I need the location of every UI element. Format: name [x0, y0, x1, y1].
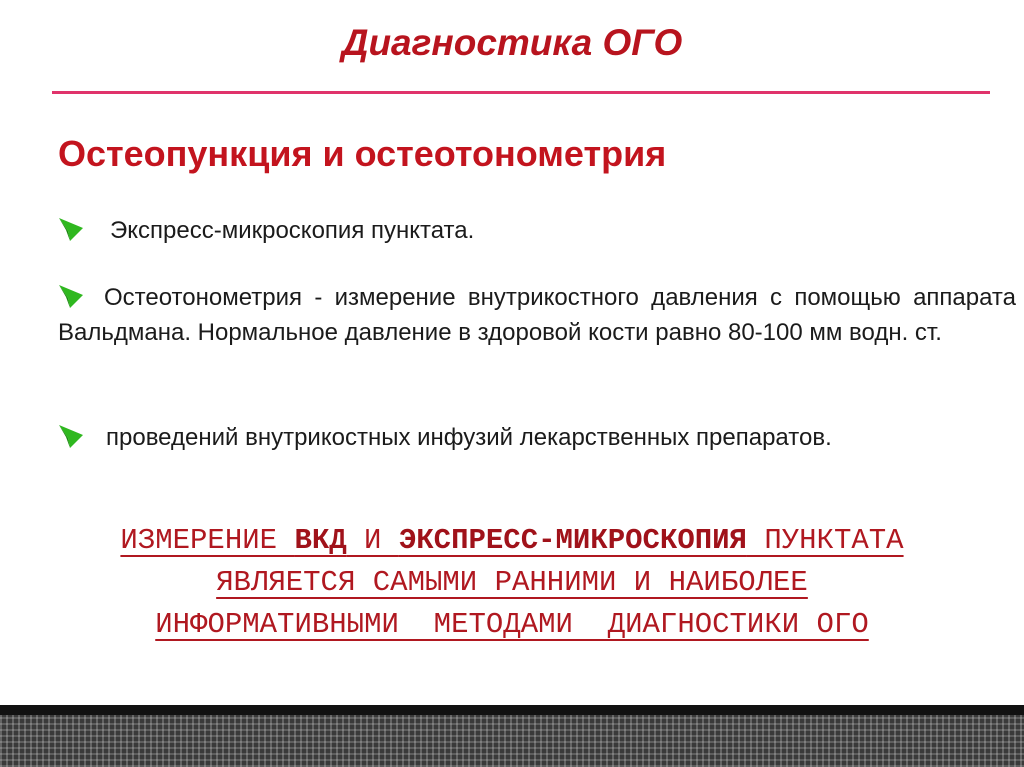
green-arrow-bullet-icon: [58, 423, 84, 449]
conclusion-text: [0, 520, 1024, 646]
conclusion-bold-express-microscopy: ЭКСПРЕСС-МИКРОСКОПИЯ: [398, 524, 747, 557]
footer-top-line: [0, 705, 1024, 715]
slide-subtitle: Остеопункция и остеотонометрия: [58, 133, 667, 174]
slide-title: Диагностика ОГО: [341, 22, 683, 63]
green-arrow-bullet-icon: [58, 216, 84, 242]
conclusion-text-segment: ИЗМЕРЕНИЕ: [120, 524, 295, 557]
conclusion-bold-vkd: ВКД: [294, 524, 347, 557]
bullet-item-osteotonometry: Остеотонометрия - измерение внутрикостного давления с помощью аппарата Вальдмана. Нормальное давление в здоровой кости равно 80-100 мм водн. ст.: [58, 284, 1016, 346]
conclusion-text-segment: И: [346, 524, 399, 557]
conclusion-line-3: ИНФОРМАТИВНЫМИ МЕТОДАМИ ДИАГНОСТИКИ ОГО: [155, 608, 869, 641]
bullet-item-intraosseous-infusions: проведений внутрикостных инфузий лекарственных препаратов.: [106, 424, 832, 451]
bullet-item-express-microscopy: Экспресс-микроскопия пунктата.: [110, 217, 475, 244]
title-underline: [52, 91, 990, 94]
conclusion-text-segment: ПУНКТАТА: [746, 524, 904, 557]
conclusion-line-1: [120, 520, 903, 562]
conclusion-line-2: ЯВЛЯЕТСЯ САМЫМИ РАННИМИ И НАИБОЛЕЕ: [216, 566, 808, 599]
